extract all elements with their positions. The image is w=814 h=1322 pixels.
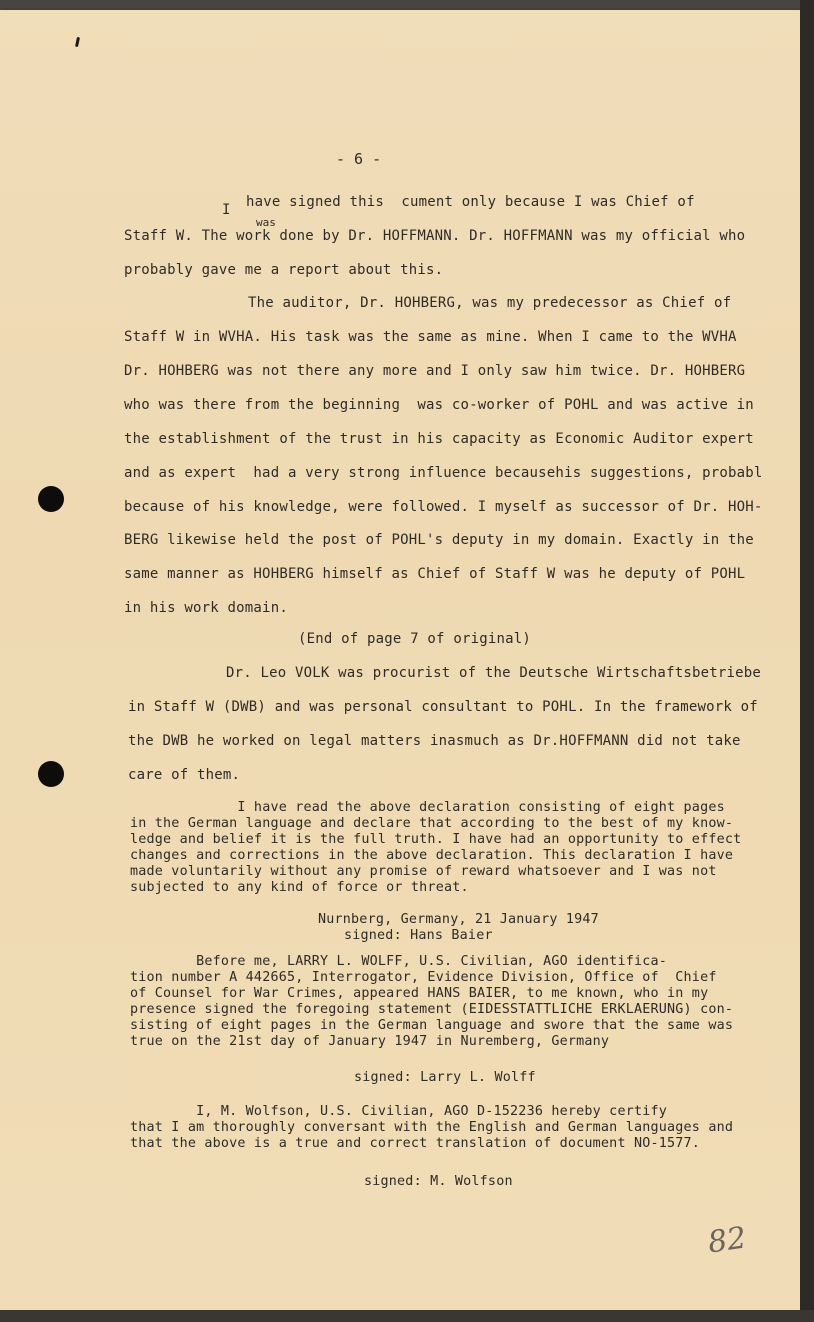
document-page: [0, 10, 800, 1310]
witness-line: tion number A 442665, Interrogator, Evidence Division, Office of Chief: [130, 970, 717, 985]
para1-insertion: was: [256, 216, 276, 229]
handwritten-page-number: 82: [705, 1220, 749, 1261]
para2-line: and as expert had a very strong influence becausehis suggestions, probabl: [124, 465, 763, 481]
punch-hole-top: [38, 486, 64, 512]
para2-line: because of his knowledge, were followed. I myself as successor of Dr. HOH-: [124, 499, 763, 515]
para2-line: who was there from the beginning was co-worker of POHL and was active in: [124, 397, 754, 413]
para1-prefix: I: [222, 202, 231, 218]
declaration-line: I have read the above declaration consisting of eight pages: [130, 800, 725, 815]
para1-line1: have signed this cument only because I was Chief of: [246, 194, 695, 210]
para3-line: Dr. Leo VOLK was procurist of the Deutsche Wirtschaftsbetriebe: [226, 665, 761, 681]
para2-line: in his work domain.: [124, 600, 288, 616]
witness-line: of Counsel for War Crimes, appeared HANS BAIER, to me known, who in my: [130, 986, 709, 1001]
witness-line: Before me, LARRY L. WOLFF, U.S. Civilian, AGO identifica-: [130, 954, 668, 969]
para3-line: in Staff W (DWB) and was personal consultant to POHL. In the framework of: [128, 699, 758, 715]
declaration-line: subjected to any kind of force or threat.: [130, 880, 469, 895]
declaration-line: ledge and belief it is the full truth. I have had an opportunity to effect: [130, 832, 742, 847]
punch-hole-bottom: [38, 761, 64, 787]
para3-line: care of them.: [128, 767, 241, 783]
end-of-page-note: (End of page 7 of original): [298, 631, 531, 647]
scan-bottom-edge: [0, 1310, 814, 1322]
para2-line: the establishment of the trust in his capacity as Economic Auditor expert: [124, 431, 754, 447]
declaration-line: made voluntarily without any promise of reward whatsoever and I was not: [130, 864, 717, 879]
para2-line: BERG likewise held the post of POHL's deputy in my domain. Exactly in the: [124, 532, 754, 548]
para2-line: The auditor, Dr. HOHBERG, was my predecessor as Chief of: [248, 295, 732, 311]
declaration-line: changes and corrections in the above declaration. This declaration I have: [130, 848, 734, 863]
translator-line: I, M. Wolfson, U.S. Civilian, AGO D-152236 hereby certify: [130, 1104, 668, 1119]
declaration-line: in the German language and declare that according to the best of my know-: [130, 816, 734, 831]
signature-wolff: signed: Larry L. Wolff: [354, 1070, 536, 1085]
para1-line2: Staff W. The work done by Dr. HOFFMANN. Dr. HOFFMANN was my official who: [124, 228, 746, 244]
translator-line: that the above is a true and correct translation of document NO-1577.: [130, 1136, 701, 1151]
para2-line: Staff W in WVHA. His task was the same as mine. When I came to the WVHA: [124, 329, 737, 345]
para2-line: same manner as HOHBERG himself as Chief of Staff W was he deputy of POHL: [124, 566, 746, 582]
para2-line: Dr. HOHBERG was not there any more and I only saw him twice. Dr. HOHBERG: [124, 363, 746, 379]
ink-mark: [75, 37, 80, 47]
scan-edge: [800, 0, 814, 1322]
witness-line: sisting of eight pages in the German language and swore that the same was: [130, 1018, 734, 1033]
page-number: - 6 -: [336, 150, 382, 168]
para1-line3: probably gave me a report about this.: [124, 262, 444, 278]
translator-line: that I am thoroughly conversant with the English and German languages and: [130, 1120, 734, 1135]
witness-line: true on the 21st day of January 1947 in Nuremberg, Germany: [130, 1034, 610, 1049]
signature-wolfson: signed: M. Wolfson: [364, 1174, 513, 1189]
signature-baier: signed: Hans Baier: [344, 928, 493, 943]
para3-line: the DWB he worked on legal matters inasmuch as Dr.HOFFMANN did not take: [128, 733, 741, 749]
place-date: Nurnberg, Germany, 21 January 1947: [318, 912, 599, 927]
witness-line: presence signed the foregoing statement (EIDESSTATTLICHE ERKLAERUNG) con-: [130, 1002, 734, 1017]
